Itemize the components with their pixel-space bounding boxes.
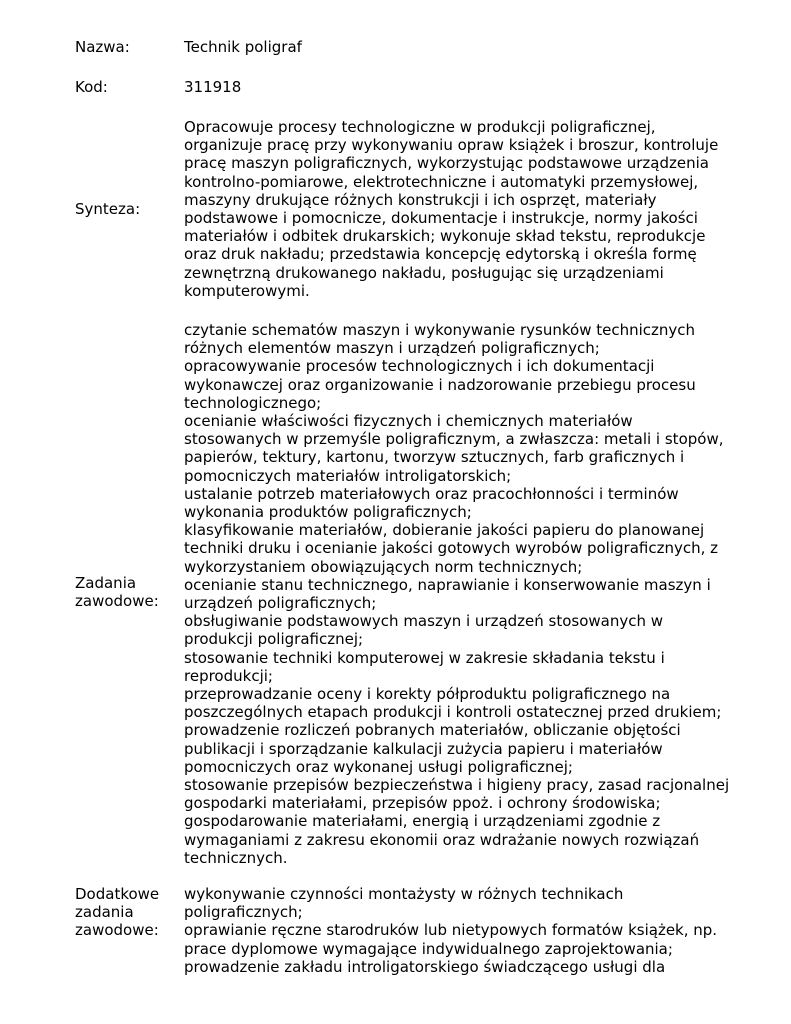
zadanie-item: prowadzenie rozliczeń pobranych materiałów, obliczanie objętości publikacji i sporządzanie kalkulacji zużycia papieru i materiałów pomocniczych oraz wykonanej usługi poligraficznej; bbox=[184, 721, 681, 776]
zadanie-item: gospodarowanie materiałami, energią i urządzeniami zgodnie z wymaganiami z zakresu ekonomii oraz wdrażanie nowych rozwiązań technicznych. bbox=[184, 812, 700, 867]
zadanie-item: opracowywanie procesów technologicznych i ich dokumentacji wykonawczej oraz organizowanie i nadzorowanie przebiegu procesu technologicznego; bbox=[184, 357, 696, 412]
zadanie-item: ocenianie właściwości fizycznych i chemicznych materiałów stosowanych w przemyśle poligraficznym, a zwłaszcza: metali i stopów, papierów, tektury, kartonu, tworzyw sztucznych, farb graficznych i pomocniczych materiałów introligatorskich; bbox=[184, 412, 724, 485]
zadania-list bbox=[184, 321, 764, 867]
dodatkowe-item: prowadzenie zakładu introligatorskiego świadczącego usługi dla bbox=[184, 957, 666, 976]
kod-label: Kod: bbox=[75, 78, 108, 96]
synteza-paragraph: Opracowuje procesy technologiczne w produkcji poligraficznej, organizuje pracę przy wykonywaniu opraw książek i broszur, kontroluje pracę maszyn poligraficznych, wykorzystując podstawowe urządzenia kontrolno-pomiarowe, elektrotechniczne i automatyki przemysłowej, maszyny drukujące różnych konstrukcji i ich osprzęt, materiały podstawowe i pomocnicze, dokumentacje i instrukcje, normy jakości materiałów i odbitek drukarskich; wykonuje skład tekstu, reprodukcje oraz druk nakładu; przedstawia koncepcję edytorską i określa formę zewnętrzną drukowanego nakładu, posługując się urządzeniami komputerowymi. bbox=[184, 118, 719, 300]
zadanie-item: ustalanie potrzeb materiałowych oraz pracochłonności i terminów wykonania produktów poligraficznych; bbox=[184, 484, 679, 522]
kod-value: 311918 bbox=[184, 78, 242, 96]
zadanie-item: ocenianie stanu technicznego, naprawianie i konserwowanie maszyn i urządzeń poligraficznych; bbox=[184, 575, 711, 613]
zadanie-item: stosowanie techniki komputerowej w zakresie składania tekstu i reprodukcji; bbox=[184, 648, 665, 685]
synteza-label: Synteza: bbox=[75, 200, 141, 218]
dodatkowe-list bbox=[184, 885, 764, 976]
zadanie-item: klasyfikowanie materiałów, dobieranie jakości papieru do planowanej techniki druku i ocenianie jakości gotowych wyrobów poligraficznych, z wykorzystaniem obowiązujących norm technicznych; bbox=[184, 521, 719, 576]
nazwa-label: Nazwa: bbox=[75, 38, 130, 56]
dodatkowe-item: wykonywanie czynności montażysty w różnych technikach poligraficznych; bbox=[184, 885, 624, 922]
zadanie-item: obsługiwanie podstawowych maszyn i urządzeń stosowanych w produkcji poligraficznej; bbox=[184, 612, 664, 649]
dodatkowe-item: oprawianie ręczne starodruków lub nietypowych formatów książek, np. prace dyplomowe wymagające indywidualnego zaprojektowania; bbox=[184, 921, 718, 958]
zadania-label: Zadania zawodowe: bbox=[75, 574, 159, 610]
zadanie-item: stosowanie przepisów bezpieczeństwa i higieny pracy, zasad racjonalnej gospodarki materiałami, przepisów ppoż. i ochrony środowiska; bbox=[184, 776, 730, 813]
zadanie-item: przeprowadzanie oceny i korekty półproduktu poligraficznego na poszczególnych etapach produkcji i kontroli ostatecznej przed drukiem; bbox=[184, 685, 722, 722]
dodatkowe-label: Dodatkowe zadania zawodowe: bbox=[75, 885, 160, 939]
zadanie-item: czytanie schematów maszyn i wykonywanie rysunków technicznych różnych elementów maszyn i urządzeń poligraficznych; bbox=[184, 321, 696, 358]
nazwa-value: Technik poligraf bbox=[184, 38, 302, 56]
synteza-text bbox=[184, 118, 764, 300]
